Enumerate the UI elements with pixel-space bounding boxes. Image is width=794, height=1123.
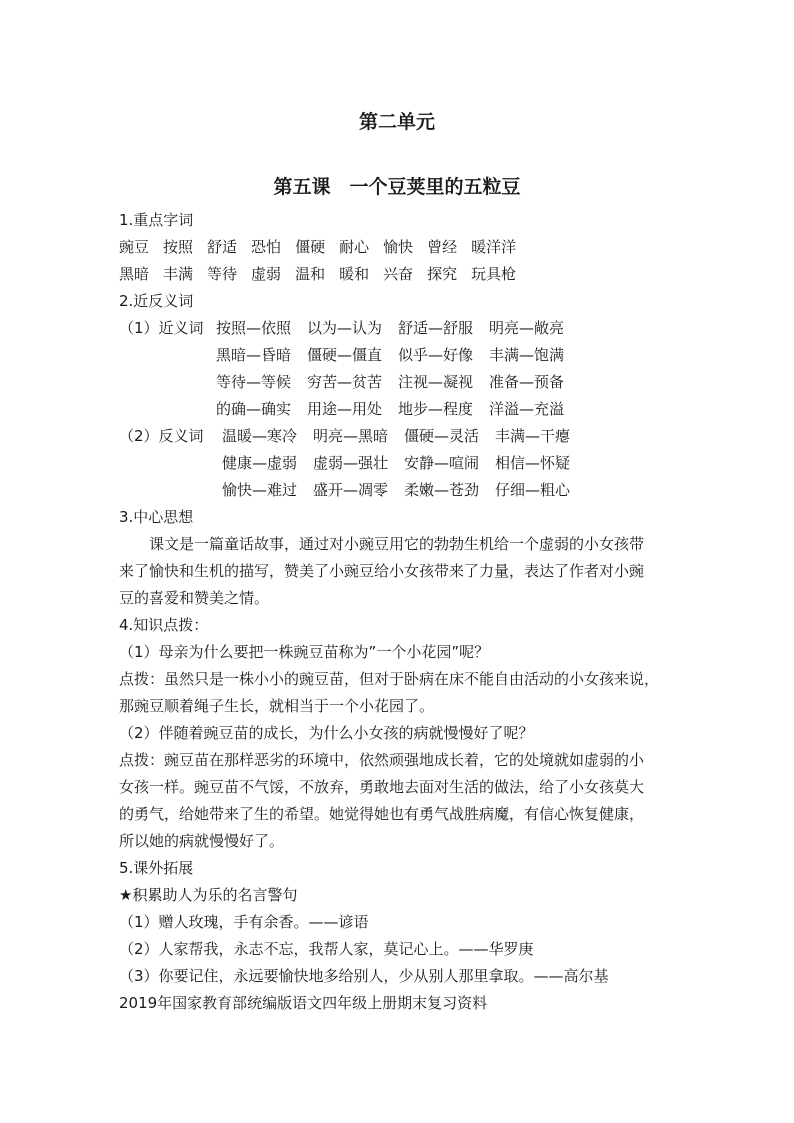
- key-word: 暖洋洋: [471, 238, 517, 256]
- key-word: 玩具枪: [471, 265, 517, 283]
- section-heading: 5.课外拓展: [119, 859, 194, 877]
- key-word: 兴奋: [383, 265, 414, 283]
- key-word: 等待: [207, 265, 238, 283]
- key-word: 耐心: [339, 238, 370, 256]
- word-pair: 黑暗—昏暗: [216, 346, 292, 364]
- word-pair: 愉快—难过: [222, 481, 298, 499]
- lesson-title: 第五课 一个豆荚里的五粒豆: [273, 176, 521, 198]
- answer-line: 点拨：虽然只是一株小小的豌豆苗，但对于卧病在床不能自由活动的小女孩来说，: [119, 670, 660, 688]
- key-word: 按照: [163, 238, 194, 256]
- word-pair: 相信—怀疑: [495, 454, 571, 472]
- word-pair: 温暖—寒冷: [222, 427, 298, 445]
- section-heading: 3.中心思想: [119, 508, 194, 526]
- word-pair: 柔嫩—苍劲: [404, 481, 480, 499]
- section-heading: 1.重点字词: [119, 211, 194, 229]
- synonym-row: [216, 345, 564, 365]
- synonym-label: （1）近义词: [119, 319, 204, 337]
- word-pair: 健康—虚弱: [222, 454, 298, 472]
- key-word: 僵硬: [295, 238, 326, 256]
- key-word: 黑暗: [119, 265, 150, 283]
- paragraph-line: 来了愉快和生机的描写，赞美了小豌豆给小女孩带来了力量，表达了作者对小豌: [119, 562, 645, 580]
- quote: （3）你要记住，永远要愉快地多给别人，少从别人那里拿取。——高尔基: [119, 967, 609, 985]
- word-pair: 准备—预备: [489, 373, 565, 391]
- answer-line: 所以她的病就慢慢好了。: [119, 832, 285, 850]
- key-word: 探究: [427, 265, 458, 283]
- question: （1）母亲为什么要把一株豌豆苗称为”一个小花园”呢？: [119, 643, 490, 661]
- word-pair: 僵硬—僵直: [307, 346, 383, 364]
- paragraph-line: 豆的喜爱和赞美之情。: [119, 589, 270, 607]
- word-pair: 丰满—饱满: [489, 346, 565, 364]
- word-pair: 丰满—干瘪: [495, 427, 571, 445]
- word-pair: 等待—等候: [216, 373, 292, 391]
- word-pair: 舒适—舒服: [398, 319, 474, 337]
- word-pair: 安静—喧闹: [404, 454, 480, 472]
- answer-line: 那豌豆顺着绳子生长，就相当于一个小花园了。: [119, 697, 435, 715]
- word-pair: 洋溢—充溢: [489, 400, 565, 418]
- word-pair: 注视—凝视: [398, 373, 474, 391]
- key-word: 恐怕: [251, 238, 282, 256]
- word-pair: 似乎—好像: [398, 346, 474, 364]
- word-pair: 按照—依照: [216, 319, 292, 337]
- word-pair: 穷苦—贫苦: [307, 373, 383, 391]
- answer-line: 女孩一样。豌豆苗不气馁，不放弃，勇敢地去面对生活的做法，给了小女孩莫大: [119, 778, 645, 796]
- key-word: 温和: [295, 265, 326, 283]
- word-pair: 虚弱—强壮: [313, 454, 389, 472]
- antonym-label: （2）反义词: [119, 427, 204, 445]
- key-words-row: [119, 264, 516, 284]
- word-pair: 仔细—粗心: [495, 481, 571, 499]
- word-pair: 明亮—黑暗: [313, 427, 389, 445]
- key-word: 虚弱: [251, 265, 282, 283]
- synonym-row: [216, 318, 564, 338]
- key-word: 愉快: [383, 238, 414, 256]
- key-word: 舒适: [207, 238, 238, 256]
- paragraph-line: 课文是一篇童话故事，通过对小豌豆用它的勃勃生机给一个虚弱的小女孩带: [119, 535, 645, 553]
- section-heading: 4.知识点拨：: [119, 616, 209, 634]
- key-word: 豌豆: [119, 238, 150, 256]
- antonym-row: [222, 426, 570, 446]
- key-word: 丰满: [163, 265, 194, 283]
- key-words-row: [119, 237, 516, 257]
- antonym-row: [222, 453, 570, 473]
- quote: （1）赠人玫瑰，手有余香。——谚语: [119, 913, 369, 931]
- synonym-row: [216, 399, 564, 419]
- section-heading: 2.近反义词: [119, 292, 194, 310]
- word-pair: 明亮—敞亮: [489, 319, 565, 337]
- synonym-row: [216, 372, 564, 392]
- subheading: ★积累助人为乐的名言警句: [119, 886, 298, 904]
- word-pair: 的确—确实: [216, 400, 292, 418]
- quote: （2）人家帮我，永志不忘，我帮人家，莫记心上。——华罗庚: [119, 940, 534, 958]
- word-pair: 盛开—凋零: [313, 481, 389, 499]
- word-pair: 僵硬—灵活: [404, 427, 480, 445]
- key-word: 曾经: [427, 238, 458, 256]
- antonym-row: [222, 480, 570, 500]
- word-pair: 地步—程度: [398, 400, 474, 418]
- unit-title: 第二单元: [358, 111, 435, 133]
- key-word: 暖和: [339, 265, 370, 283]
- answer-line: 点拨：豌豆苗在那样恶劣的环境中，依然顽强地成长着，它的处境就如虚弱的小: [119, 751, 645, 769]
- question: （2）伴随着豌豆苗的成长，为什么小女孩的病就慢慢好了呢？: [119, 724, 534, 742]
- word-pair: 用途—用处: [307, 400, 383, 418]
- footer-note: 2019年国家教育部统编版语文四年级上册期末复习资料: [119, 994, 488, 1012]
- word-pair: 以为—认为: [307, 319, 383, 337]
- answer-line: 的勇气，给她带来了生的希望。她觉得她也有勇气战胜病魔，有信心恢复健康，: [119, 805, 645, 823]
